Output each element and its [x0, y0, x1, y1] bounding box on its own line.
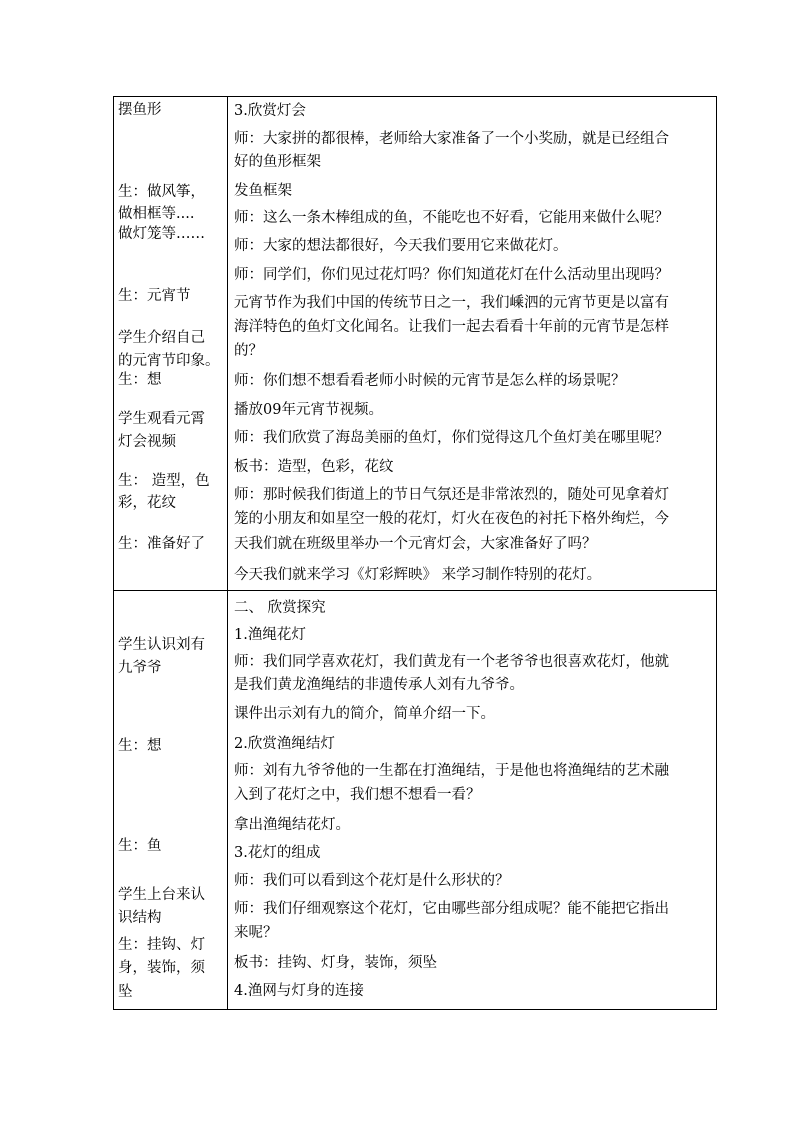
teacher-text: 拿出渔绳结花灯。: [234, 817, 350, 833]
teacher-text: 师：我们欣赏了海岛美丽的鱼灯，你们觉得这几个鱼灯美在哪里呢？: [234, 430, 669, 446]
teacher-text: 师：我们同学喜欢花灯，我们黄龙有一个老爷爷也很喜欢花灯，他就: [234, 654, 669, 670]
teacher-text: 今天我们就来学习《灯彩辉映》 来学习制作特别的花灯。: [234, 567, 602, 583]
teacher-text: 师：刘有九爷爷他的一生都在打渔绳结，于是他也将渔绳结的艺术融: [234, 763, 669, 779]
student-text: 生：做风筝，: [118, 184, 205, 200]
teacher-text: 1.渔绳花灯: [234, 627, 306, 643]
student-text: 识结构: [118, 910, 162, 926]
student-text: 九爷爷: [118, 660, 162, 676]
teacher-text: 师：这么一条木棒组成的鱼，不能吃也不好看，它能用来做什么呢？: [234, 210, 669, 226]
row-divider: [114, 590, 716, 591]
teacher-text: 课件出示刘有九的简介，简单介绍一下。: [234, 706, 495, 722]
student-text: 学生上台来认: [118, 887, 205, 903]
teacher-text: 是我们黄龙渔绳结的非遗传承人刘有九爷爷。: [234, 677, 524, 693]
teacher-text: 好的鱼形框架: [234, 154, 321, 170]
teacher-text: 板书：挂钩、灯身，装饰，须坠: [234, 955, 437, 971]
student-text: 做灯笼等……: [118, 226, 205, 242]
teacher-text: 发鱼框架: [234, 183, 292, 199]
student-text: 身，装饰，须: [118, 960, 205, 976]
student-text: 的元宵节印象。: [118, 353, 220, 369]
column-divider: [227, 97, 228, 1009]
teacher-text: 天我们就在班级里举办一个元宵灯会，大家准备好了吗？: [234, 536, 597, 552]
student-text: 生：挂钩、灯: [118, 937, 205, 953]
teacher-text: 板书：造型，色彩，花纹: [234, 459, 394, 475]
student-text: 生： 造型，色: [118, 473, 210, 489]
student-text: 坠: [118, 984, 133, 1000]
teacher-text: 师：你们想不想看看老师小时候的元宵节是怎么样的场景呢？: [234, 373, 626, 389]
teacher-text: 师：大家拼的都很棒，老师给大家准备了一个小奖励，就是已经组合: [234, 131, 669, 147]
student-text: 生：元宵节: [118, 288, 191, 304]
teacher-text: 入到了花灯之中，我们想不想看一看？: [234, 787, 481, 803]
teacher-text: 播放09年元宵节视频。: [234, 402, 383, 418]
student-text: 学生介绍自己: [118, 330, 205, 346]
student-text: 学生观看元霄: [118, 411, 205, 427]
teacher-text: 海洋特色的鱼灯文化闻名。让我们一起去看看十年前的元宵节是怎样: [234, 319, 669, 335]
student-text: 摆鱼形: [118, 102, 162, 118]
teacher-text: 2.欣赏渔绳结灯: [234, 736, 335, 752]
teacher-text: 来呢？: [234, 925, 278, 941]
student-text: 生：鱼: [118, 838, 162, 854]
student-text: 彩，花纹: [118, 495, 176, 511]
teacher-text: 4.渔网与灯身的连接: [234, 983, 364, 999]
teacher-text: 二、 欣赏探究: [234, 600, 326, 616]
teacher-text: 师：同学们，你们见过花灯吗？你们知道花灯在什么活动里出现吗？: [234, 267, 669, 283]
teacher-text: 3.花灯的组成: [234, 845, 321, 861]
student-text: 灯会视频: [118, 434, 176, 450]
student-text: 做相框等....: [118, 206, 195, 222]
student-text: 生：想: [118, 372, 162, 388]
teacher-text: 的？: [234, 343, 263, 359]
teacher-text: 师：我们可以看到这个花灯是什么形状的？: [234, 873, 510, 889]
teacher-text: 元宵节作为我们中国的传统节日之一，我们嵊泗的元宵节更是以富有: [234, 295, 669, 311]
teacher-text: 师：那时候我们街道上的节日气氛还是非常浓烈的，随处可见拿着灯: [234, 487, 669, 503]
student-text: 生：想: [118, 738, 162, 754]
teacher-text: 笼的小朋友和如星空一般的花灯，灯火在夜色的衬托下格外绚烂，今: [234, 511, 669, 527]
student-text: 学生认识刘有: [118, 637, 205, 653]
teacher-text: 3.欣赏灯会: [234, 103, 306, 119]
student-text: 生：准备好了: [118, 536, 205, 552]
teacher-text: 师：我们仔细观察这个花灯，它由哪些部分组成呢？能不能把它指出: [234, 901, 669, 917]
teacher-text: 师：大家的想法都很好，今天我们要用它来做花灯。: [234, 238, 568, 254]
